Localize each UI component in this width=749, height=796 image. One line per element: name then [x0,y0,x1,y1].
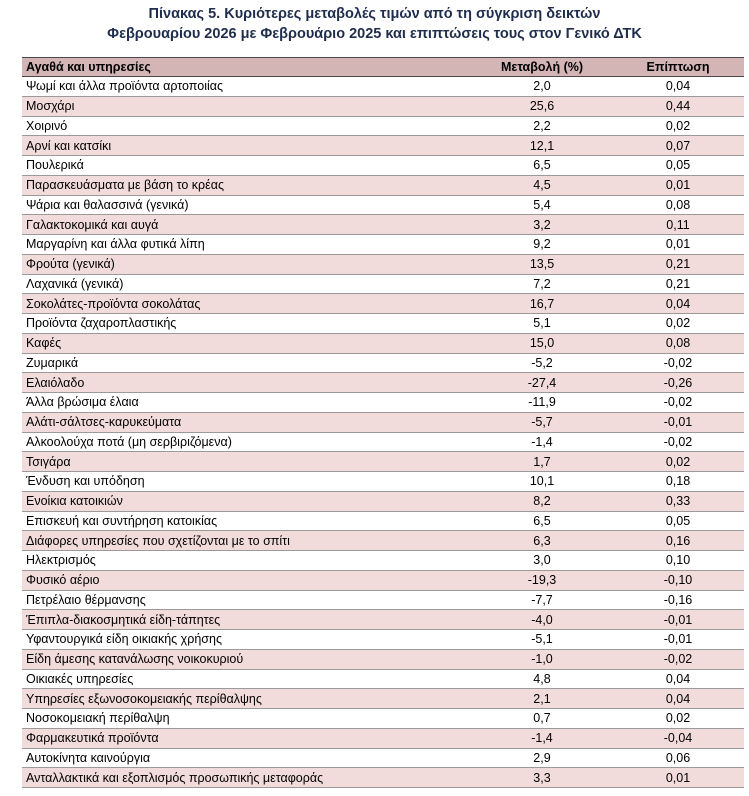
row-change-percent: 2,9 [533,750,551,765]
header-change-percent: Μεταβολή (%) [500,60,584,74]
table-row [22,96,744,116]
row-item-name: Νοσοκομειακή περίθαλψη [26,711,170,726]
table-row [22,314,744,334]
row-impact: -0,02 [663,652,693,667]
row-item-name: Φρούτα (γενικά) [26,257,115,272]
row-impact: 0,01 [665,770,691,785]
row-change-percent: 2,1 [533,691,551,706]
row-change-percent: 6,3 [533,533,551,548]
row-impact: -0,01 [663,612,693,627]
row-change-percent: -11,9 [528,395,556,410]
row-impact: -0,01 [663,415,693,430]
row-impact: 0,10 [665,553,691,568]
row-impact: 0,02 [665,454,691,469]
row-item-name: Ελαιόλαδο [26,375,85,390]
row-change-percent: -27,4 [527,375,557,390]
row-change-percent: 15,0 [529,336,555,351]
row-change-percent: 10,1 [529,474,555,489]
row-change-percent: -1,4 [531,434,553,449]
table-row [22,630,744,650]
table-body [22,77,744,788]
row-impact: 0,33 [665,494,691,509]
row-item-name: Υπηρεσίες εξωνοσοκομειακής περίθαλψης [26,691,262,706]
table-row [22,412,744,432]
row-change-percent: 3,2 [533,217,551,232]
table-row [22,590,744,610]
row-impact: 0,08 [665,336,691,351]
row-item-name: Διάφορες υπηρεσίες που σχετίζονται με το σπίτι [26,533,290,548]
row-item-name: Ζυμαρικά [26,355,79,370]
table-row [22,669,744,689]
row-change-percent: -19,3 [527,573,557,588]
table-row [22,353,744,373]
row-change-percent: 9,2 [533,237,551,252]
row-item-name: Οικιακές υπηρεσίες [26,671,134,686]
price-changes-table [22,57,744,788]
table-row [22,728,744,748]
row-item-name: Λαχανικά (γενικά) [26,276,124,291]
row-impact: 0,02 [665,118,691,133]
row-impact: 0,05 [665,158,691,173]
price-changes-table-container [22,57,744,788]
row-change-percent: 16,7 [529,296,555,311]
row-change-percent: 1,7 [533,454,551,469]
row-change-percent: 8,2 [533,494,551,509]
header-row [22,58,744,77]
row-impact: -0,16 [663,592,693,607]
row-change-percent: -1,4 [531,731,553,746]
row-item-name: Αλάτι-σάλτσες-καρυκεύματα [26,415,182,430]
row-impact: 0,02 [665,316,691,331]
table-title [0,4,749,44]
row-item-name: Ενοίκια κατοικιών [26,494,123,509]
row-change-percent: 4,8 [533,671,551,686]
row-item-name: Ψωμί και άλλα προϊόντα αρτοποιίας [26,79,224,94]
row-item-name: Χοιρινό [26,118,68,133]
row-impact: 0,07 [665,138,691,153]
table-row [22,768,744,788]
row-item-name: Φαρμακευτικά προϊόντα [26,731,159,746]
row-change-percent: -5,2 [531,355,553,370]
row-impact: -0,02 [663,355,693,370]
table-row [22,432,744,452]
table-row [22,393,744,413]
row-item-name: Αλκοολούχα ποτά (μη σερβιριζόμενα) [26,434,232,449]
table-row [22,116,744,136]
row-item-name: Πουλερικά [26,158,84,173]
table-row [22,570,744,590]
row-change-percent: 6,5 [533,158,551,173]
row-impact: 0,04 [665,296,691,311]
table-row [22,294,744,314]
table-row [22,175,744,195]
row-item-name: Τσιγάρα [26,454,71,469]
table-title-line-1: Πίνακας 5. Κυριότερες μεταβολές τιμών από τη σύγκριση δεικτών [148,6,601,22]
row-change-percent: 6,5 [533,513,551,528]
row-item-name: Πετρέλαιο θέρμανσης [26,592,146,607]
table-row [22,709,744,729]
row-item-name: Γαλακτοκομικά και αυγά [26,217,159,232]
row-impact: 0,18 [665,474,691,489]
table-row [22,274,744,294]
row-item-name: Μαργαρίνη και άλλα φυτικά λίπη [26,237,205,252]
table-row [22,77,744,97]
row-impact: 0,05 [665,513,691,528]
row-change-percent: -5,7 [531,415,553,430]
table-row [22,551,744,571]
row-item-name: Μοσχάρι [26,99,75,114]
row-item-name: Έπιπλα-διακοσμητικά είδη-τάπητες [26,612,221,627]
row-impact: 0,04 [665,79,691,94]
row-item-name: Σοκολάτες-προϊόντα σοκολάτας [26,296,201,311]
table-header [22,58,744,77]
table-row [22,195,744,215]
row-change-percent: 2,0 [533,79,551,94]
table-row [22,136,744,156]
row-item-name: Ηλεκτρισμός [26,553,96,568]
row-impact: -0,02 [663,434,693,449]
row-change-percent: -5,1 [531,632,553,647]
table-row [22,333,744,353]
row-item-name: Αρνί και κατσίκι [26,138,112,153]
table-row [22,373,744,393]
row-item-name: Άλλα βρώσιμα έλαια [26,395,139,410]
row-change-percent: -4,0 [531,612,553,627]
row-impact: -0,01 [663,632,693,647]
table-row [22,511,744,531]
row-item-name: Ψάρια και θαλασσινά (γενικά) [26,197,189,212]
table-row [22,156,744,176]
row-impact: -0,04 [663,731,693,746]
row-item-name: Φυσικό αέριο [26,573,100,588]
row-impact: 0,44 [665,99,691,114]
row-impact: -0,02 [663,395,693,410]
row-change-percent: -7,7 [531,592,553,607]
row-impact: 0,06 [665,750,691,765]
row-impact: 0,21 [665,276,691,291]
row-item-name: Παρασκευάσματα με βάση το κρέας [26,178,224,193]
row-impact: 0,08 [665,197,691,212]
table-row [22,689,744,709]
table-row [22,491,744,511]
row-impact: 0,01 [665,237,691,252]
row-change-percent: 3,0 [533,553,551,568]
row-change-percent: 25,6 [529,99,555,114]
row-item-name: Προϊόντα ζαχαροπλαστικής [26,316,177,331]
row-item-name: Επισκευή και συντήρηση κατοικίας [26,513,218,528]
row-item-name: Ανταλλακτικά και εξοπλισμός προσωπικής μεταφοράς [26,770,324,785]
row-impact: 0,04 [665,671,691,686]
row-item-name: Αυτοκίνητα καινούργια [26,750,151,765]
row-change-percent: 4,5 [533,178,551,193]
row-change-percent: 5,1 [533,316,551,331]
row-change-percent: -1,0 [531,652,553,667]
header-impact: Επίπτωση [646,60,710,74]
row-change-percent: 13,5 [529,257,555,272]
row-change-percent: 2,2 [533,118,551,133]
table-row [22,649,744,669]
header-goods-services: Αγαθά και υπηρεσίες [26,60,151,74]
row-change-percent: 7,2 [533,276,551,291]
table-row [22,215,744,235]
row-item-name: Καφές [26,336,62,351]
row-impact: 0,01 [665,178,691,193]
row-impact: 0,16 [665,533,691,548]
row-item-name: Είδη άμεσης κατανάλωσης νοικοκυριού [26,652,244,667]
row-change-percent: 3,3 [533,770,551,785]
row-impact: 0,21 [665,257,691,272]
table-row [22,254,744,274]
table-row [22,531,744,551]
row-impact: 0,11 [666,217,690,232]
table-row [22,610,744,630]
row-item-name: Υφαντουργικά είδη οικιακής χρήσης [26,632,222,647]
row-change-percent: 0,7 [533,711,551,726]
table-row [22,748,744,768]
row-impact: -0,26 [663,375,693,390]
table-row [22,452,744,472]
table-title-line-2: Φεβρουαρίου 2026 με Φεβρουάριο 2025 και επιπτώσεις τους στον Γενικό ΔΤΚ [107,26,642,42]
row-impact: 0,04 [665,691,691,706]
table-row [22,235,744,255]
row-impact: -0,10 [663,573,693,588]
row-item-name: Ένδυση και υπόδηση [26,474,145,489]
row-impact: 0,02 [665,711,691,726]
row-change-percent: 12,1 [529,138,555,153]
table-row [22,472,744,492]
row-change-percent: 5,4 [533,197,551,212]
